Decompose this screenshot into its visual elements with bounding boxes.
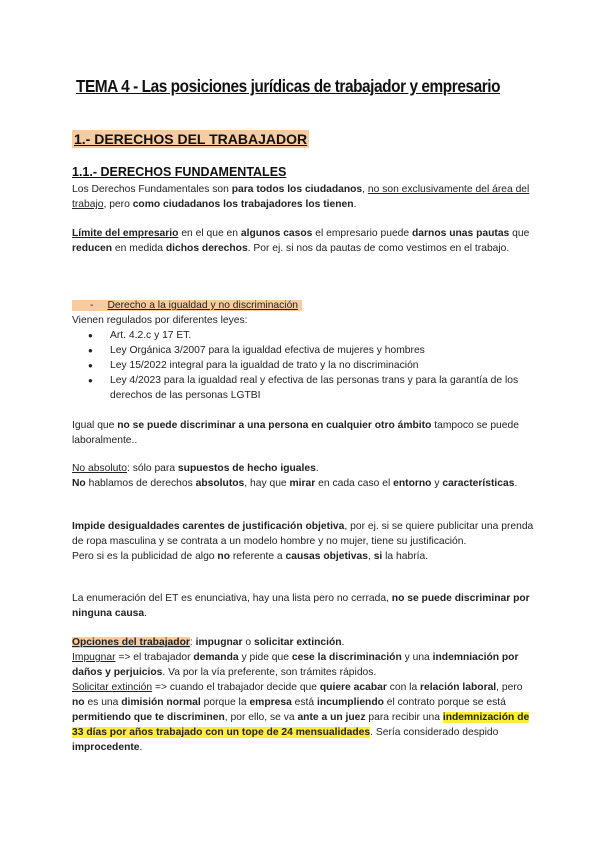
text: .	[341, 637, 345, 648]
text: , hay que	[244, 478, 290, 489]
text: No	[72, 478, 86, 489]
text: . Por ej. si nos da pautas de como vestimos en el trabajo.	[247, 243, 510, 254]
text: mirar	[289, 478, 316, 489]
text: darnos unas pautas	[412, 228, 510, 239]
text: en el que en	[178, 228, 241, 239]
text: Impugnar	[72, 652, 116, 663]
text: :	[189, 637, 196, 648]
text: empresa	[249, 697, 292, 708]
text: => el trabajador	[115, 652, 194, 663]
section-heading-derechos-trabajador: 1.- DERECHOS DEL TRABAJADOR	[74, 131, 308, 147]
paragraph-regulados: Vienen regulados por diferentes leyes:	[72, 315, 248, 326]
paragraph-impide-desigualdades	[72, 519, 534, 564]
text: la habría.	[382, 551, 429, 562]
text: , por ello, se va	[224, 712, 298, 723]
text: con la	[386, 682, 421, 693]
text: Solicitar extinción	[72, 682, 153, 693]
text: hablamos de derechos	[85, 478, 196, 489]
text: => cuando el trabajador decide que	[152, 682, 320, 693]
text: no se puede discriminar por ninguna causa	[72, 593, 530, 619]
text: Impide desigualdades carentes de justificación objetiva	[72, 521, 345, 532]
dash-item-igualdad	[72, 298, 302, 313]
paragraph-enumeracion	[72, 591, 534, 621]
text: permitiendo que te discriminen	[72, 712, 225, 723]
text: y pide que	[238, 652, 292, 663]
text: referente a	[230, 551, 286, 562]
text: Pero si es la publicidad de algo	[72, 551, 218, 562]
text: indemniación por daños y perjuicios	[72, 652, 519, 678]
text: si	[373, 551, 383, 562]
text: no se puede discriminar a una persona en cualquier otro ámbito	[117, 420, 432, 431]
text: o	[242, 637, 254, 648]
text: tampoco se puede laboralmente..	[72, 420, 519, 446]
text: en cada caso el	[315, 478, 394, 489]
text: quiere acabar	[319, 682, 387, 693]
text: porque la	[200, 697, 250, 708]
text: dichos derechos	[165, 243, 248, 254]
text: algunos casos	[240, 228, 313, 239]
text: para todos los ciudadanos	[231, 184, 363, 195]
dash-label: Derecho a la igualdad y no discriminación	[107, 300, 299, 311]
text: el empresario puede	[312, 228, 412, 239]
text: . Va por la vía preferente, son trámites rápidos.	[162, 667, 377, 678]
text: ,	[367, 551, 374, 562]
text: indemnización de 33 días por años trabajado con un tope de 24 mensualidades	[72, 712, 530, 738]
text: supuestos de hecho iguales	[177, 463, 316, 474]
text: .	[315, 463, 319, 474]
text: Límite del empresario	[72, 228, 179, 239]
text: causas objetivas	[285, 551, 368, 562]
text: . Sería considerado despido	[370, 727, 499, 738]
paragraph-limite-empresario	[72, 226, 534, 256]
list-item: ● Ley 4/2023 para la igualdad real y efectiva de las personas trans y para la garantía de los derechos de las personas LGTBI	[72, 373, 534, 403]
text: .	[144, 608, 147, 619]
text: : sólo para	[126, 463, 178, 474]
text: solicitar extinción	[253, 637, 342, 648]
text: , pero	[103, 199, 133, 210]
text: incumpliendo	[316, 697, 384, 708]
document-title: TEMA 4 - Las posiciones jurídicas de trabajador y empresario	[76, 76, 501, 96]
text: no son exclusivamente del área del trabajo	[72, 184, 530, 210]
text: Los Derechos Fundamentales son	[72, 184, 232, 195]
paragraph-opciones-trabajador	[72, 635, 534, 755]
text: .	[514, 478, 518, 489]
text: dimisión normal	[121, 697, 201, 708]
text: para recibir una	[365, 712, 443, 723]
text: como ciudadanos los trabajadores los tienen	[132, 199, 354, 210]
text: , por ej. si se quiere publicitar una prenda de ropa masculina y se contrata a un modelo hombre y no mujer, tiene su justificación.	[72, 521, 534, 547]
text: ante a un juez	[297, 712, 366, 723]
text: entorno	[393, 478, 432, 489]
text: y	[431, 478, 443, 489]
text: no	[217, 551, 230, 562]
text: No absoluto	[72, 463, 127, 474]
text: .	[353, 199, 357, 210]
text: impugnar	[195, 637, 243, 648]
paragraph-derechos-fundamentales	[72, 182, 534, 212]
subsection-heading-derechos-fundamentales: 1.1.- DERECHOS FUNDAMENTALES	[72, 165, 287, 179]
text: es una	[84, 697, 122, 708]
text: , pero	[496, 682, 523, 693]
text: demanda	[193, 652, 239, 663]
laws-list	[72, 328, 534, 403]
highlight	[72, 300, 302, 311]
text: cese la discriminación	[291, 652, 402, 663]
text: relación laboral	[420, 682, 497, 693]
paragraph-igual-que	[72, 418, 534, 448]
text: está	[291, 697, 317, 708]
text: La enumeración del ET es enunciativa, hay una lista pero no cerrada,	[72, 593, 392, 604]
list-item: ● Art. 4.2.c y 17 ET.	[72, 328, 534, 343]
text: que	[509, 228, 530, 239]
text: improcedente	[72, 742, 140, 753]
text: ,	[362, 184, 368, 195]
text: Opciones del trabajador	[72, 637, 190, 648]
text: características	[442, 478, 515, 489]
text: reducen	[72, 243, 113, 254]
list-item: ● Ley Orgánica 3/2007 para la igualdad efectiva de mujeres y hombres	[72, 343, 534, 358]
text: el contrato porque se está	[383, 697, 506, 708]
paragraph-no-absoluto	[72, 461, 534, 491]
text: absolutos	[195, 478, 245, 489]
text: .	[139, 742, 143, 753]
text: no	[72, 697, 85, 708]
text: Igual que	[72, 420, 118, 431]
text: en medida	[112, 243, 166, 254]
list-item: ● Ley 15/2022 integral para la igualdad de trato y la no discriminación	[72, 358, 534, 373]
dash-bullet: -	[90, 300, 94, 311]
text: y una	[401, 652, 433, 663]
